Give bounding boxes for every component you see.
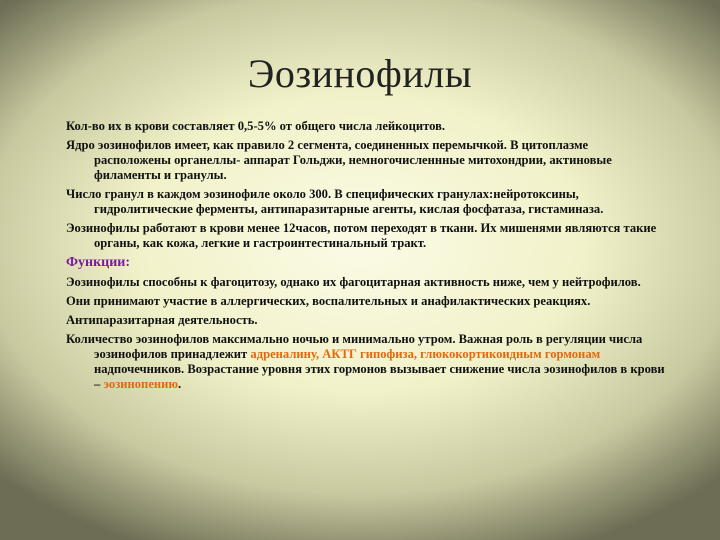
paragraph-lifetime: Эозинофилы работают в крови менее 12часов, потом переходят в ткани. Их мишенями являются такие органы, как кожа, легкие и гастроинтестинальный тракт. — [66, 221, 657, 250]
function-phagocytosis: Эозинофилы способны к фагоцитозу, однако их фагоцитарная активность ниже, чем у нейтрофилов. — [66, 275, 641, 289]
paragraph-regulation — [66, 332, 666, 392]
regulation-highlight-eosinopenia: эозинопению — [103, 377, 179, 391]
function-allergic: Они принимают участие в аллергических, воспалительных и анафилактических реакциях. — [66, 294, 591, 308]
regulation-text-3: . — [178, 377, 182, 391]
paragraph-granules: Число гранул в каждом эозинофиле около 300. В специфических гранулах:нейротоксины, гидролитические ферменты, антипаразитарные агенты, кислая фосфатаза, гистаминаза. — [66, 187, 604, 216]
paragraph-nucleus: Ядро эозинофилов имеет, как правило 2 сегмента, соединенных перемычкой. В цитоплазме расположены органеллы- аппарат Гольджи, немногочисленнные митохондрии, актиновые филаменты и гранулы. — [66, 138, 612, 182]
regulation-text-1: Количество эозинофилов максимально ночью и минимально утром. Важная роль в регуляции числа эозинофилов принадлежит — [66, 332, 643, 361]
function-antiparasitic: Антипаразитарная деятельность. — [66, 313, 258, 327]
slide-title: Эозинофилы — [247, 51, 473, 96]
paragraph-count: Кол-во их в крови составляет 0,5-5% от общего числа лейкоцитов. — [66, 119, 446, 133]
slide-content — [66, 119, 666, 396]
regulation-highlight-hormones: адреналину, АКТГ гипофиза, глюкокортикоидным гормонам — [250, 347, 601, 361]
regulation-text-2: надпочечников. Возрастание уровня этих гормонов вызывает снижение числа эозинофилов в крови – — [94, 362, 665, 391]
functions-heading: Функции: — [66, 255, 131, 270]
